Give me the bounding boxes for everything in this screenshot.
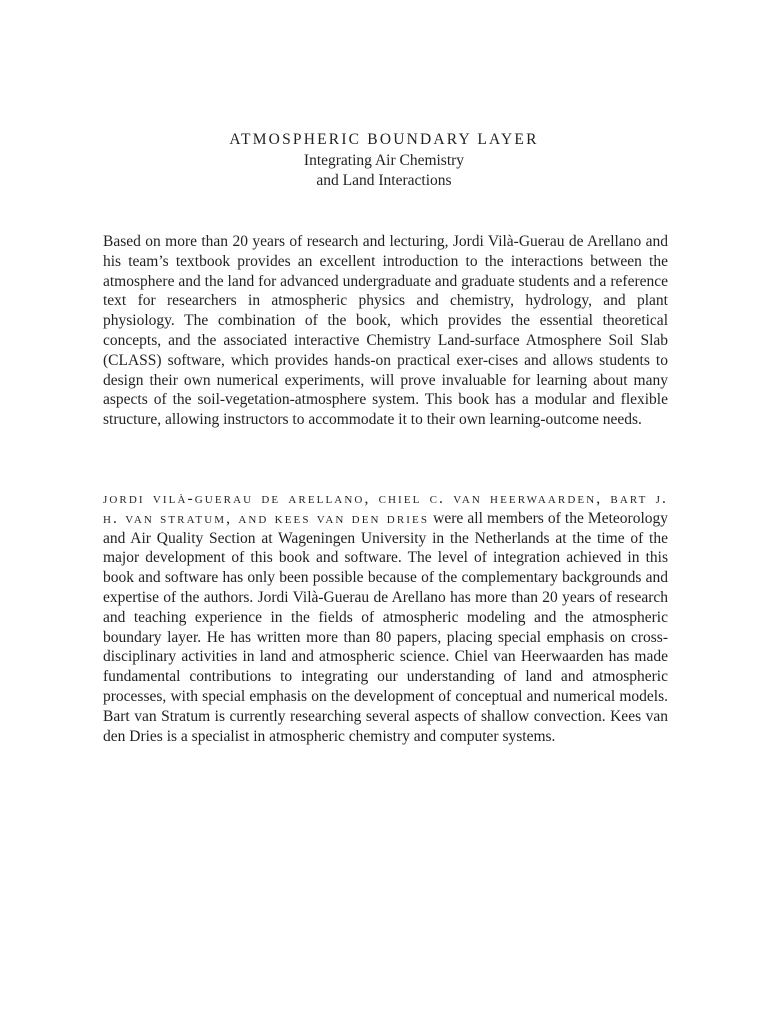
book-subtitle-line-1: Integrating Air Chemistry <box>303 152 465 169</box>
authors-bio <box>103 489 668 746</box>
book-title: ATMOSPHERIC BOUNDARY LAYER <box>229 131 539 148</box>
title-block <box>0 129 768 191</box>
book-description: Based on more than 20 years of research and lecturing, Jordi Vilà-Guerau de Arellano and his team’s textbook provides an excellent introduction to the interactions between the atmosphere and the land for advanced undergraduate and graduate students and a reference text for researchers in atmospheric physics and chemistry, hydrology, and plant physiology. The combination of the book, which provides the essential theoretical concepts, and the associated interactive Chemistry Land-surface Atmosphere Soil Slab (CLASS) software, which provides hands-on practical exer-cises and allows students to design their own numerical experiments, will prove invaluable for learning about many aspects of the soil-vegetation-atmosphere system. This book has a modular and flexible structure, allowing instructors to accommodate it to their own learning-outcome needs. <box>103 233 668 429</box>
authors-bio-text: were all members of the Meteorology and Air Quality Section at Wageningen University in the Netherlands at the time of the major development of this book and software. The level of integration achieved in this book and software has only been possible because of the complementary backgrounds and expertise of the authors. Jordi Vilà-Guerau de Arellano has more than 20 years of research and teaching experience in the fields of atmospheric modeling and the atmospheric boundary layer. He has written more than 80 papers, placing special emphasis on cross-disciplinary activities in land and atmospheric science. Chiel van Heerwaarden has made fundamental contributions to integrating our understanding of land and atmospheric processes, with special emphasis on the development of conceptual and numerical models. Bart van Stratum is currently researching several aspects of shallow convection. Kees van den Dries is a specialist in atmospheric chemistry and computer systems. <box>103 509 668 745</box>
book-subtitle-line-2: and Land Interactions <box>316 172 452 189</box>
author-names: jordi vilà-guerau de arellano, chiel c. van heerwaarden, bart j. h. van stratum, and kees van den dries <box>103 490 668 527</box>
